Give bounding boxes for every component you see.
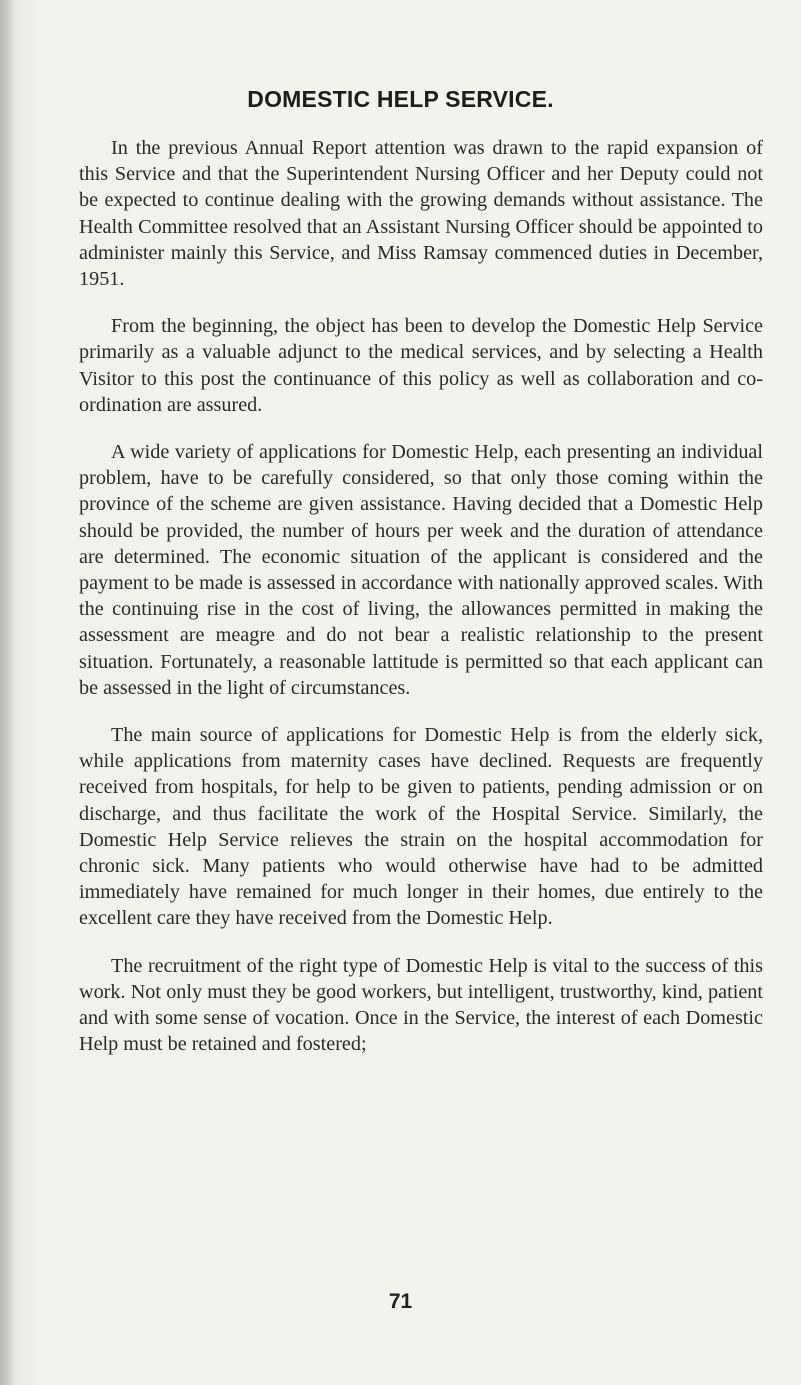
body-text <box>79 135 763 1079</box>
page-title: DOMESTIC HELP SERVICE. <box>247 86 554 112</box>
page-number: 71 <box>388 1290 413 1313</box>
paragraph-sources: The main source of applications for Domestic Help is from the elderly sick, while applications from maternity cases have declined. Requests are frequently received from hospitals, for help to be given to patients, pending admission or on discharge, and thus facilitate the work of the Hospital Service. Similarly, the Domestic Help Service relieves the strain on the hospital accommodation for chronic sick. Many patients who would otherwise have had to be admitted immediately have remained for much longer in their homes, due entirely to the excellent care they have received from the Domestic Help. <box>79 724 763 930</box>
paragraph-staffing: In the previous Annual Report attention was drawn to the rapid expansion of this Service and that the Superintendent Nursing Officer and her Deputy could not be expected to continue dealing with the growing demands without assistance. The Health Committee resolved that an Assistant Nursing Officer should be appointed to administer mainly this Service, and Miss Ramsay commenced duties in December, 1951. <box>79 137 763 291</box>
paragraph-recruitment: The recruitment of the right type of Domestic Help is vital to the success of this work. Not only must they be good workers, but intelligent, trustworthy, kind, patient and with some sense of vocation. Once in the Service, the interest of each Domestic Help must be retained and fostered; <box>79 954 763 1056</box>
paragraph-object: From the beginning, the object has been to develop the Domestic Help Service primarily as a valuable adjunct to the medical services, and by selecting a Health Visitor to this post the continuance of this policy as well as collaboration and co-ordination are assured. <box>79 315 763 416</box>
page-gutter-shadow <box>0 0 14 1385</box>
paragraph-applications: A wide variety of applications for Domestic Help, each presenting an individual problem, have to be carefully considered, so that only those coming within the province of the scheme are given assistance. Having decided that a Domestic Help should be provided, the number of hours per week and the duration of attendance are determined. The economic situation of the applicant is considered and the payment to be made is assessed in accordance with nationally approved scales. With the continuing rise in the cost of living, the allowances permitted in making the assessment are meagre and do not bear a realistic relationship to the present situation. Fortunately, a reasonable lattitude is permitted so that each applicant can be assessed in the light of circumstances. <box>79 441 763 699</box>
